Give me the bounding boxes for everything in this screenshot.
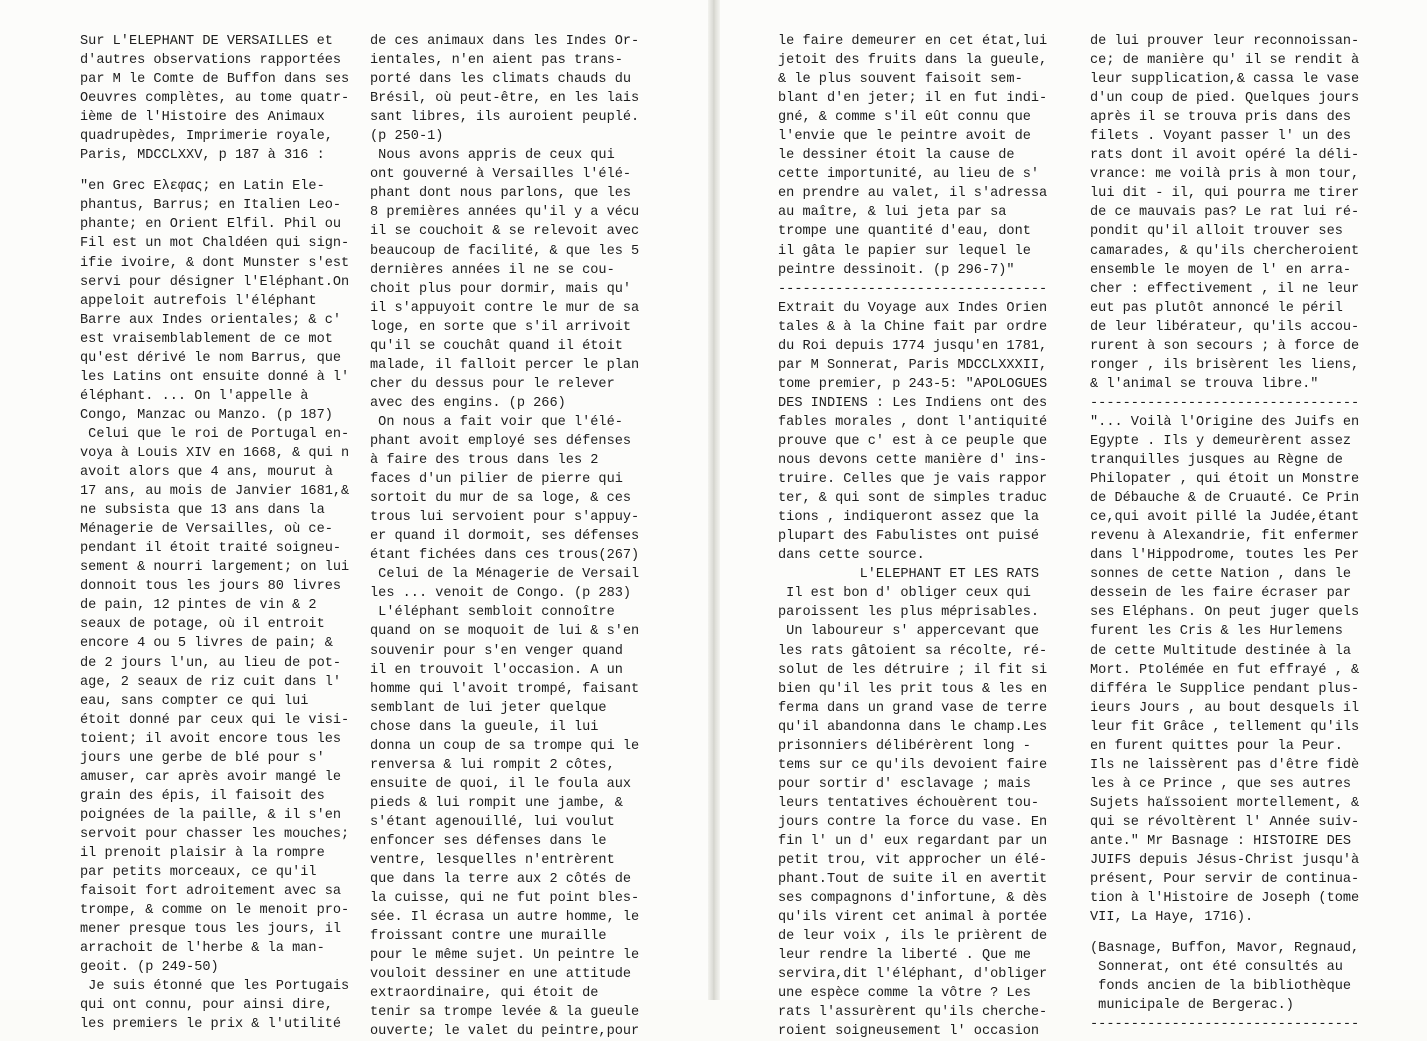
text-line: phante; en Orient Elfil. Phil ou — [80, 217, 342, 233]
text-line: rurent à son secours ; à force de — [1090, 338, 1360, 354]
text-line: donna un coup de sa trompe qui le — [370, 738, 640, 754]
text-line: poignées de la paille, & il s'en — [80, 807, 342, 823]
text-line: pour le même sujet. Un peintre le — [370, 948, 640, 964]
text-line: ont gouverné à Versailles l'élé- — [370, 167, 632, 183]
text-line: Ménagerie de Versailles, où ce- — [80, 522, 333, 538]
text-line: qui ont connu, pour ainsi dire, — [80, 998, 333, 1014]
text-line: Brésil, où peut-être, en les lais — [370, 91, 640, 107]
text-line: jours une gerbe de blé pour s' — [80, 750, 325, 766]
text-line: de lui prouver leur reconnoissan- — [1090, 34, 1360, 49]
text-line: de cette Multitude destinée à la — [1090, 643, 1352, 659]
text-line: --------------------------------- — [778, 281, 1048, 297]
text-line: les premiers le prix & l'utilité — [80, 1017, 342, 1033]
text-line: Celui de la Ménagerie de Versail — [370, 567, 640, 583]
text-line: (p 250-1) — [370, 129, 444, 145]
text-line: trous lui servoient pour s'appuy- — [370, 510, 640, 526]
text-line: faisoit fort adroitement avec sa — [80, 884, 342, 900]
text-line: qui se révoltèrent l' Année suiv- — [1090, 814, 1360, 830]
text-line: les à ce Prince , que ses autres — [1090, 776, 1352, 792]
text-line: de leur libérateur, qu'ils accou- — [1090, 319, 1360, 335]
text-line: jetoit des fruits dans la gueule, — [778, 53, 1048, 69]
text-line: eau, sans compter ce qui lui — [80, 693, 309, 709]
text-line: & l'animal se trouva libre." — [1090, 376, 1319, 392]
text-line: phant avoit employé ses défenses — [370, 433, 632, 449]
text-line: d'autres observations rapportées — [80, 53, 342, 69]
text-line: peintre dessinoit. (p 296-7)" — [778, 262, 1015, 278]
text-line: 17 ans, au mois de Janvier 1681,& — [80, 484, 350, 500]
text-line: choit plus pour dormir, mais qu' — [370, 281, 632, 297]
text-line: le dessiner étoit la cause de — [778, 148, 1015, 164]
text-line: par M Sonnerat, Paris MDCCLXXXII, — [778, 357, 1048, 373]
text-line: qu'il abandonna dans le champ.Les — [778, 719, 1048, 735]
text-line: leur fit Grâce , tellement qu'ils — [1090, 719, 1360, 735]
text-line: ses compagnons d'infortune, & dès — [778, 891, 1048, 907]
text-line: cher du dessus pour le relever — [370, 376, 615, 392]
text-line: phant.Tout de suite il en avertit — [778, 872, 1048, 888]
text-line: cette importunité, au lieu de s' — [778, 167, 1040, 183]
text-line: Extrait du Voyage aux Indes Orien — [778, 300, 1048, 316]
text-line: ses Eléphans. On peut juger quels — [1090, 605, 1360, 621]
text-line: en furent quittes pour la Peur. — [1090, 738, 1343, 754]
text-line: amuser, car après avoir mangé le — [80, 769, 342, 785]
text-line: mener presque tous les jours, il — [80, 922, 342, 938]
text-line: ce; de manière qu' il se rendit à — [1090, 53, 1360, 69]
text-line: ouverte; le valet du peintre,pour — [370, 1024, 640, 1040]
text-line: une espèce comme la vôtre ? Les — [778, 986, 1031, 1002]
text-line: ter, & qui sont de simples traduc — [778, 491, 1048, 507]
text-line: les rats gâtoient sa récolte, ré- — [778, 643, 1048, 659]
text-line: Barre aux Indes orientales; & c' — [80, 312, 342, 328]
text-line: "... Voilà l'Origine des Juifs en — [1090, 414, 1360, 430]
text-line: de leur voix , ils le prièrent de — [778, 929, 1048, 945]
text-line: ferma dans un grand vase de terre — [778, 700, 1048, 716]
text-line: que dans la terre aux 2 côtés de — [370, 872, 632, 888]
text-line: de Débauche & de Cruauté. Ce Prin — [1090, 491, 1360, 507]
text-line: JUIFS depuis Jésus-Christ jusqu'à — [1090, 853, 1360, 869]
text-line: il se couchoit & se relevoit avec — [370, 224, 640, 240]
text-line: au maître, & lui jeta par sa — [778, 205, 1007, 221]
text-line: ensemble le moyen de l' en arra- — [1090, 262, 1352, 278]
text-line: trompe, & comme on le menoit pro- — [80, 903, 350, 919]
text-line: leur rendre la liberté . Que me — [778, 948, 1031, 964]
text-line: Nous avons appris de ceux qui — [370, 148, 615, 164]
text-line: quadrupèdes, Imprimerie royale, — [80, 129, 333, 145]
text-line: s'étant agenouillé, lui voulut — [370, 814, 615, 830]
text-line: chose dans la gueule, il lui — [370, 719, 599, 735]
text-line: souvenir pour s'en venger quand — [370, 643, 623, 659]
text-line: Il est bon d' obliger ceux qui — [778, 586, 1031, 602]
text-line: qu'il se couchât quand il étoit — [370, 338, 623, 354]
text-line: pieds & lui rompit une jambe, & — [370, 795, 623, 811]
text-line: Philopater , qui étoit un Monstre — [1090, 472, 1360, 488]
text-line: fin l' un d' eux regardant par un — [778, 833, 1048, 849]
text-line: tions , indiqueront assez que la — [778, 510, 1040, 526]
text-line: de ces animaux dans les Indes Or- — [370, 34, 640, 49]
text-line: lui dit - il, qui pourra me tirer — [1090, 186, 1360, 202]
text-line: eut pas plutôt annoncé le péril — [1090, 300, 1343, 316]
text-line: après il se trouva pris dans des — [1090, 110, 1352, 126]
text-line: homme qui l'avoit trompé, faisant — [370, 681, 640, 697]
text-line: Paris, MDCCLXXV, p 187 à 316 : — [80, 148, 325, 164]
text-line: leurs tentatives échouèrent tou- — [778, 795, 1040, 811]
text-line: sortoit du mur de sa loge, & ces — [370, 491, 632, 507]
text-line: filets . Voyant passer l' un des — [1090, 129, 1352, 145]
text-line: à faire des trous dans les 2 — [370, 453, 599, 469]
text-line: tome premier, p 243-5: "APOLOGUES — [778, 376, 1048, 392]
text-line: seaux de potage, où il entroit — [80, 617, 325, 633]
text-line: sée. Il écrasa un autre homme, le — [370, 910, 640, 926]
text-column-4 — [1090, 32, 1390, 1034]
text-line: dans l'Hippodrome, toutes les Per — [1090, 548, 1360, 564]
text-line: avoit alors que 4 ans, mourut à — [80, 465, 333, 481]
text-line: Sonnerat, ont été consultés au — [1090, 960, 1343, 976]
text-line: ce,qui avoit pillé la Judée,étant — [1090, 510, 1360, 526]
text-line: qu'est dérivé le nom Barrus, que — [80, 350, 342, 366]
text-line: L'ELEPHANT ET LES RATS — [778, 567, 1040, 583]
text-line: grain des épis, il faisoit des — [80, 788, 325, 804]
text-line: encore 4 ou 5 livres de pain; & — [80, 636, 333, 652]
text-column-3 — [778, 32, 1078, 1041]
text-line: rats dont il avoit opéré la déli- — [1090, 148, 1360, 164]
text-line: voya à Louis XIV en 1668, & qui n — [80, 445, 350, 461]
text-line: servoit pour chasser les mouches; — [80, 826, 350, 842]
text-line: phant dont nous parlons, que les — [370, 186, 632, 202]
text-line: ante." Mr Basnage : HISTOIRE DES — [1090, 833, 1352, 849]
text-line: toient; il avoit encore tous les — [80, 731, 342, 747]
text-line: sement & nourri largement; on lui — [80, 560, 350, 576]
text-line: phantus, Barrus; en Italien Leo- — [80, 198, 342, 214]
text-line: Sur L'ELEPHANT DE VERSAILLES et — [80, 34, 333, 49]
text-line: petit trou, vit approcher un élé- — [778, 853, 1048, 869]
text-line: & le plus souvent faisoit sem- — [778, 72, 1023, 88]
text-column-2 — [370, 32, 670, 1041]
text-line: ientales, n'en aient pas trans- — [370, 53, 623, 69]
text-line: blant d'en jeter; il en fut indi- — [778, 91, 1048, 107]
text-line: tion à l'Histoire de Joseph (tome — [1090, 891, 1360, 907]
text-line: pendant il étoit traité soigneu- — [80, 541, 342, 557]
text-line: il s'appuyoit contre le mur de sa — [370, 300, 640, 316]
text-line: cher : effectivement , il ne leur — [1090, 281, 1360, 297]
text-line: Un laboureur s' appercevant que — [778, 624, 1040, 640]
text-line: de pain, 12 pintes de vin & 2 — [80, 598, 317, 614]
text-line: différa le Supplice pendant plus- — [1090, 681, 1360, 697]
text-line: quand on se moquoit de lui & s'en — [370, 624, 640, 640]
text-line: geoit. (p 249-50) — [80, 960, 219, 976]
text-line: étant fichées dans ces trous(267) — [370, 548, 640, 564]
text-line: Sujets haïssoient mortellement, & — [1090, 795, 1360, 811]
text-line: leur supplication,& cassa le vase — [1090, 72, 1360, 88]
text-line: sant libres, ils auroient peuplé. — [370, 110, 640, 126]
text-line: vouloit dessiner en une attitude — [370, 967, 632, 983]
text-line: prouve que c' est à ce peuple que — [778, 433, 1048, 449]
text-line: rats l'assurèrent qu'ils cherche- — [778, 1005, 1048, 1021]
text-line: plupart des Fabulistes ont puisé — [778, 529, 1040, 545]
text-line: fonds ancien de la bibliothèque — [1090, 979, 1352, 995]
text-line: tales & à la Chine fait par ordre — [778, 319, 1048, 335]
text-line: fables morales , dont l'antiquité — [778, 414, 1048, 430]
text-line: les ... venoit de Congo. (p 283) — [370, 586, 632, 602]
text-line: dessein de les faire écraser par — [1090, 586, 1352, 602]
text-line: L'éléphant sembloit connoître — [370, 605, 615, 621]
text-line: dernières années il ne se cou- — [370, 262, 615, 278]
text-line: er quand il dormoit, ses défenses — [370, 529, 640, 545]
text-line: Egypte . Ils y demeurèrent assez — [1090, 433, 1352, 449]
book-gutter — [708, 0, 720, 1000]
text-line: porté dans les climats chauds du — [370, 72, 632, 88]
text-line: servira,dit l'éléphant, d'obliger — [778, 967, 1048, 983]
text-line: Congo, Manzac ou Manzo. (p 187) — [80, 407, 333, 423]
text-line: ventre, lesquelles n'entrèrent — [370, 853, 615, 869]
text-line: ensuite de quoi, il le foula aux — [370, 776, 632, 792]
text-line: prisonniers délibérèrent long - — [778, 738, 1031, 754]
text-line: beaucoup de facilité, & que les 5 — [370, 243, 640, 259]
text-line: enfoncer ses défenses dans le — [370, 833, 607, 849]
text-line: ifie ivoire, & dont Munster s'est — [80, 255, 350, 271]
text-line: Celui que le roi de Portugal en- — [80, 426, 350, 442]
text-line: On nous a fait voir que l'élé- — [370, 414, 623, 430]
text-line: arrachoit de l'herbe & la man- — [80, 941, 325, 957]
text-line: il gâta le papier sur lequel le — [778, 243, 1031, 259]
text-line: les Latins ont ensuite donné à l' — [80, 369, 350, 385]
text-column-1 — [80, 32, 365, 1034]
text-line: tenir sa trompe levée & la gueule — [370, 1005, 640, 1021]
text-line: Oeuvres complètes, au tome quatr- — [80, 91, 350, 107]
text-line: ne subsista que 13 ans dans la — [80, 503, 325, 519]
text-line: trompe une quantité d'eau, dont — [778, 224, 1031, 240]
text-line: paroissent les plus méprisables. — [778, 605, 1040, 621]
text-line — [1090, 927, 1390, 939]
text-line: Je suis étonné que les Portugais — [80, 979, 350, 995]
text-line: (Basnage, Buffon, Mavor, Regnaud, — [1090, 941, 1360, 957]
text-line: furent les Cris & les Hurlemens — [1090, 624, 1343, 640]
text-line: qu'ils virent cet animal à portée — [778, 910, 1048, 926]
text-line: jours contre la force du vase. En — [778, 814, 1048, 830]
text-line: de ce mauvais pas? Le rat lui ré- — [1090, 205, 1360, 221]
text-line: étoit donné par ceux qui le visi- — [80, 712, 350, 728]
text-line: par M le Comte de Buffon dans ses — [80, 72, 350, 88]
text-line: donnoit tous les jours 80 livres — [80, 579, 342, 595]
text-line: vrance: me voilà pris à mon tour, — [1090, 167, 1360, 183]
text-line: renversa & lui rompit 2 côtes, — [370, 757, 615, 773]
text-line: semblant de lui jeter quelque — [370, 700, 607, 716]
text-line: DES INDIENS : Les Indiens ont des — [778, 395, 1048, 411]
text-line: présent, Pour servir de continua- — [1090, 872, 1360, 888]
text-line: ieurs Jours , au bout desquels il — [1090, 700, 1360, 716]
text-line: tems sur ce qu'ils devoient faire — [778, 757, 1048, 773]
text-line: gné, & comme s'il eût connu que — [778, 110, 1031, 126]
text-line: nous devons cette manière d' ins- — [778, 453, 1048, 469]
text-line: extraordinaire, qui étoit de — [370, 986, 599, 1002]
text-line: bien qu'il les prit tous & les en — [778, 681, 1048, 697]
text-line: malade, il falloit percer le plan — [370, 357, 640, 373]
text-line: dans cette source. — [778, 548, 925, 564]
text-line: par petits morceaux, ce qu'il — [80, 865, 317, 881]
text-line: faces d'un pilier de pierre qui — [370, 472, 623, 488]
text-line: de 2 jours l'un, au lieu de pot- — [80, 655, 342, 671]
text-line: Fil est un mot Chaldéen qui sign- — [80, 236, 350, 252]
text-line: revenu à Alexandrie, fit enfermer — [1090, 529, 1360, 545]
text-line: ième de l'Histoire des Animaux — [80, 110, 325, 126]
text-line: servi pour désigner l'Eléphant.On — [80, 274, 350, 290]
text-line: Mort. Ptolémée en fut effrayé , & — [1090, 662, 1360, 678]
text-line: age, 2 seaux de riz cuit dans l' — [80, 674, 342, 690]
text-line: l'envie que le peintre avoit de — [778, 129, 1031, 145]
text-line: pour sortir d' esclavage ; mais — [778, 776, 1031, 792]
text-line: d'un coup de pied. Quelques jours — [1090, 91, 1360, 107]
text-line: il en trouvoit l'occasion. A un — [370, 662, 623, 678]
text-line: loge, en sorte que s'il arrivoit — [370, 319, 632, 335]
text-line: du Roi depuis 1774 jusqu'en 1781, — [778, 338, 1048, 354]
text-line: truire. Celles que je vais rappor — [778, 472, 1048, 488]
text-line: --------------------------------- — [1090, 395, 1360, 411]
text-line: ronger , ils brisèrent les liens, — [1090, 357, 1360, 373]
text-line: le faire demeurer en cet état,lui — [778, 34, 1048, 49]
text-line: roient soigneusement l' occasion — [778, 1024, 1040, 1040]
text-line: est vraisemblablement de ce mot — [80, 331, 333, 347]
text-line: municipale de Bergerac.) — [1090, 998, 1294, 1014]
text-line: appeloit autrefois l'éléphant — [80, 293, 317, 309]
text-line: pondit qu'il alloit trouver ses — [1090, 224, 1343, 240]
text-line: la cuisse, qui ne fut point bles- — [370, 891, 640, 907]
text-line: Ils ne laissèrent pas d'être fidè — [1090, 757, 1360, 773]
text-line — [80, 165, 365, 177]
text-line: camarades, & qu'ils chercheroient — [1090, 243, 1360, 259]
text-line: tranquilles jusques au Règne de — [1090, 453, 1343, 469]
text-line: sonnes de cette Nation , dans le — [1090, 567, 1352, 583]
text-line: VII, La Haye, 1716). — [1090, 910, 1254, 926]
text-line: solut de les détruire ; il fit si — [778, 662, 1048, 678]
text-line: en prendre au valet, il s'adressa — [778, 186, 1048, 202]
text-line: froissant contre une muraille — [370, 929, 607, 945]
text-line: éléphant. ... On l'appelle à — [80, 388, 309, 404]
text-line: il prenoit plaisir à la rompre — [80, 845, 325, 861]
text-line: 8 premières années qu'il y a vécu — [370, 205, 640, 221]
text-line: avec des engins. (p 266) — [370, 395, 566, 411]
text-line: "en Grec Eλεφας; en Latin Ele- — [80, 179, 325, 195]
text-line: --------------------------------- — [1090, 1017, 1360, 1033]
